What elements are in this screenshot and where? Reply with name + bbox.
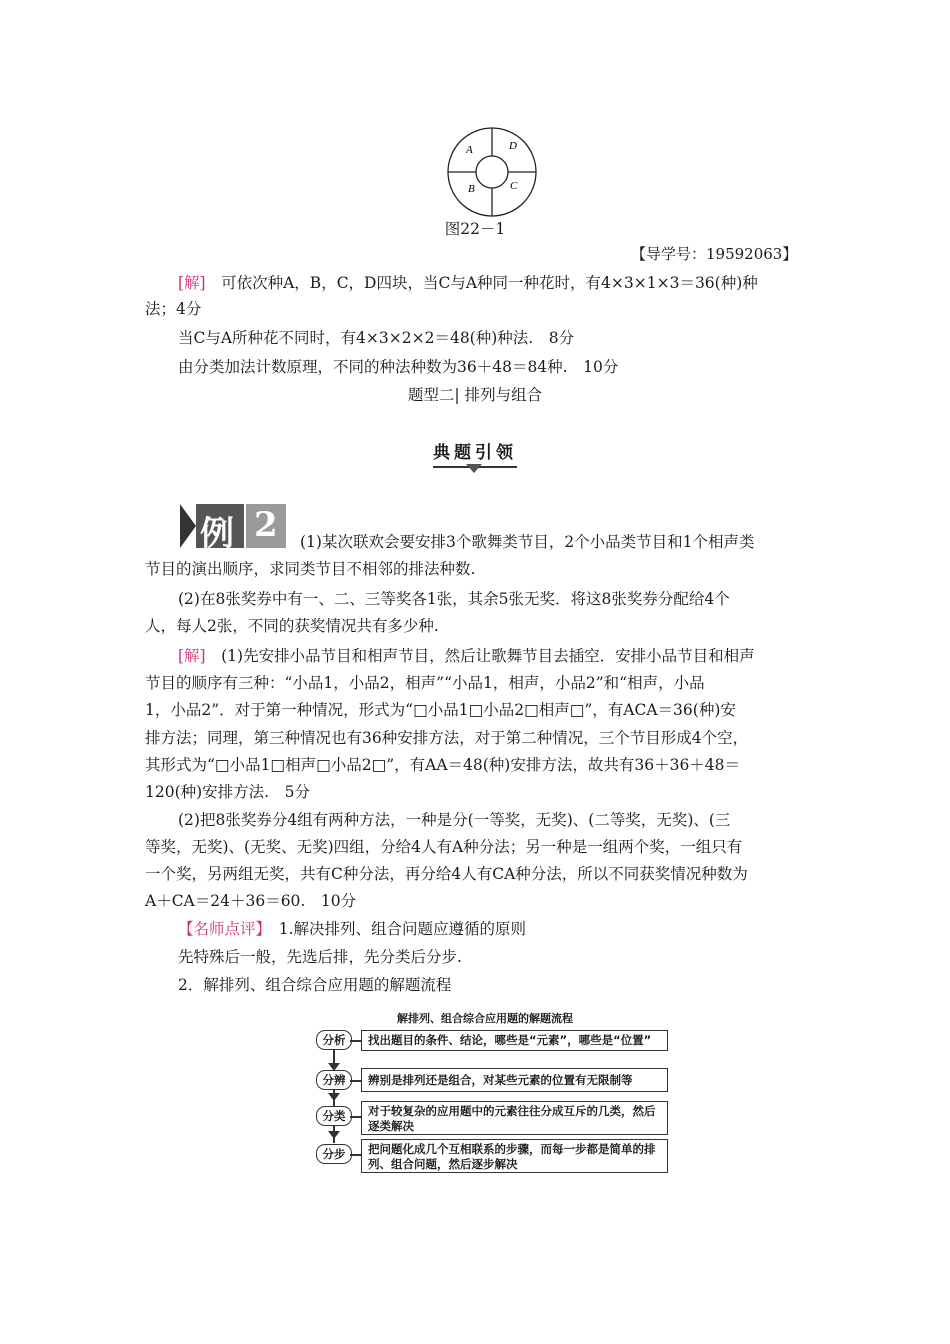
- solution2-line6: 120(种)安排方法. 5分: [145, 783, 310, 801]
- comment-line2: 先特殊后一般，先选后排，先分类后分步.: [178, 948, 462, 966]
- solution2-line7: (2)把8张奖券分4组有两种方法，一种是分(一等奖，无奖)、(二等奖，无奖)、(三: [178, 811, 731, 829]
- flowchart-box-distinguish: 辨别是排列还是组合，对某些元素的位置有无限制等: [361, 1068, 668, 1092]
- banner-arrow-icon: [466, 464, 482, 473]
- guide-number: 【导学号：19592063】: [631, 245, 798, 263]
- solution2-line3: 1，小品2”．对于第一种情况，形式为“□小品1□小品2□相声□”，有ACA＝36(种)安: [145, 701, 736, 719]
- flowchart-connector: [350, 1116, 361, 1118]
- solution-tag: [解]: [178, 647, 206, 665]
- solution-tag: [解]: [178, 274, 206, 292]
- example-badge: [180, 504, 287, 554]
- banner: [0, 438, 950, 463]
- solution2-line9: 一个奖，另两组无奖，共有C种分法，再分给4人有CA种分法，所以不同获奖情况种数为: [145, 865, 748, 883]
- figure-label-b: B: [468, 183, 475, 195]
- arrow-down-icon: [328, 1093, 340, 1101]
- example-p2-line1: (2)在8张奖券中有一、二、三等奖各1张，其余5张无奖．将这8张奖券分配给4个: [178, 590, 730, 608]
- figure-label-c: C: [510, 180, 518, 192]
- solution1-line2: 法；4分: [145, 300, 202, 318]
- flowchart-connector: [350, 1154, 361, 1156]
- comment-line1: 【名师点评】 1.解决排列、组合问题应遵循的原则: [178, 920, 527, 938]
- flowchart-label-classify: 分类: [316, 1106, 352, 1126]
- banner-title: 典题引领: [433, 443, 517, 468]
- solution2-line5: 其形式为“□小品1□相声□小品2□”，有AA＝48(种)安排方法，故共有36＋36＋48＝: [145, 756, 741, 774]
- flowchart-label-distinguish: 分辨: [316, 1070, 352, 1090]
- solution2-line10: A＋CA＝24＋36＝60. 10分: [145, 892, 357, 910]
- solution2-line2: 节目的顺序有三种：“小品1，小品2，相声”“小品1，相声，小品2”和“相声，小品: [145, 674, 705, 692]
- solution2-line1: [解] (1)先安排小品节目和相声节目，然后让歌舞节目去插空．安排小品节目和相声: [178, 647, 755, 665]
- circle-figure: [446, 126, 538, 218]
- solution1-line4: 由分类加法计数原理，不同的种法种数为36＋48＝84种. 10分: [178, 358, 619, 376]
- solution2-line8: 等奖，无奖)、(无奖、无奖)四组，分给4人有A种分法；另一种是一组两个奖，一组只有: [145, 838, 743, 856]
- flowchart-connector: [350, 1040, 361, 1042]
- flowchart-connector: [350, 1080, 361, 1082]
- example-p1-line2: 节目的演出顺序，求同类节目不相邻的排法种数.: [145, 560, 476, 578]
- comment-line3: 2．解排列、组合综合应用题的解题流程: [178, 976, 452, 994]
- flowchart-title: 解排列、组合综合应用题的解题流程: [397, 1012, 573, 1025]
- example-p1-line1: (1)某次联欢会要安排3个歌舞类节目，2个小品类节目和1个相声类: [300, 533, 755, 551]
- figure-label-a: A: [466, 144, 473, 156]
- flowchart-label-step: 分步: [316, 1144, 352, 1164]
- example-number: 2: [254, 505, 278, 545]
- figure-caption: 图22－1: [444, 220, 506, 238]
- figure-label-d: D: [509, 140, 517, 152]
- flowchart-label-analyze: 分析: [316, 1030, 352, 1050]
- flowchart-box-classify: 对于较复杂的应用题中的元素往往分成互斥的几类，然后逐类解决: [361, 1101, 668, 1135]
- solution1-line1: [解] 可依次种A，B，C，D四块，当C与A种同一种花时，有4×3×1×3＝36(种)种: [178, 274, 758, 292]
- example-char: 例: [200, 514, 234, 554]
- section-title: 题型二| 排列与组合: [407, 386, 543, 404]
- solution2-line4: 排方法；同理，第三种情况也有36种安排方法，对于第二种情况，三个节目形成4个空，: [145, 729, 749, 747]
- flowchart-box-analyze: 找出题目的条件、结论，哪些是“元素”，哪些是“位置”: [361, 1030, 668, 1051]
- arrow-down-icon: [328, 1131, 340, 1139]
- comment-tag: 【名师点评】: [178, 920, 264, 938]
- solution1-line3: 当C与A所种花不同时，有4×3×2×2＝48(种)种法. 8分: [178, 329, 575, 347]
- flowchart-box-step: 把问题化成几个互相联系的步骤，而每一步都是简单的排列、组合问题，然后逐步解决: [361, 1139, 668, 1173]
- example-p2-line2: 人，每人2张，不同的获奖情况共有多少种.: [145, 617, 439, 635]
